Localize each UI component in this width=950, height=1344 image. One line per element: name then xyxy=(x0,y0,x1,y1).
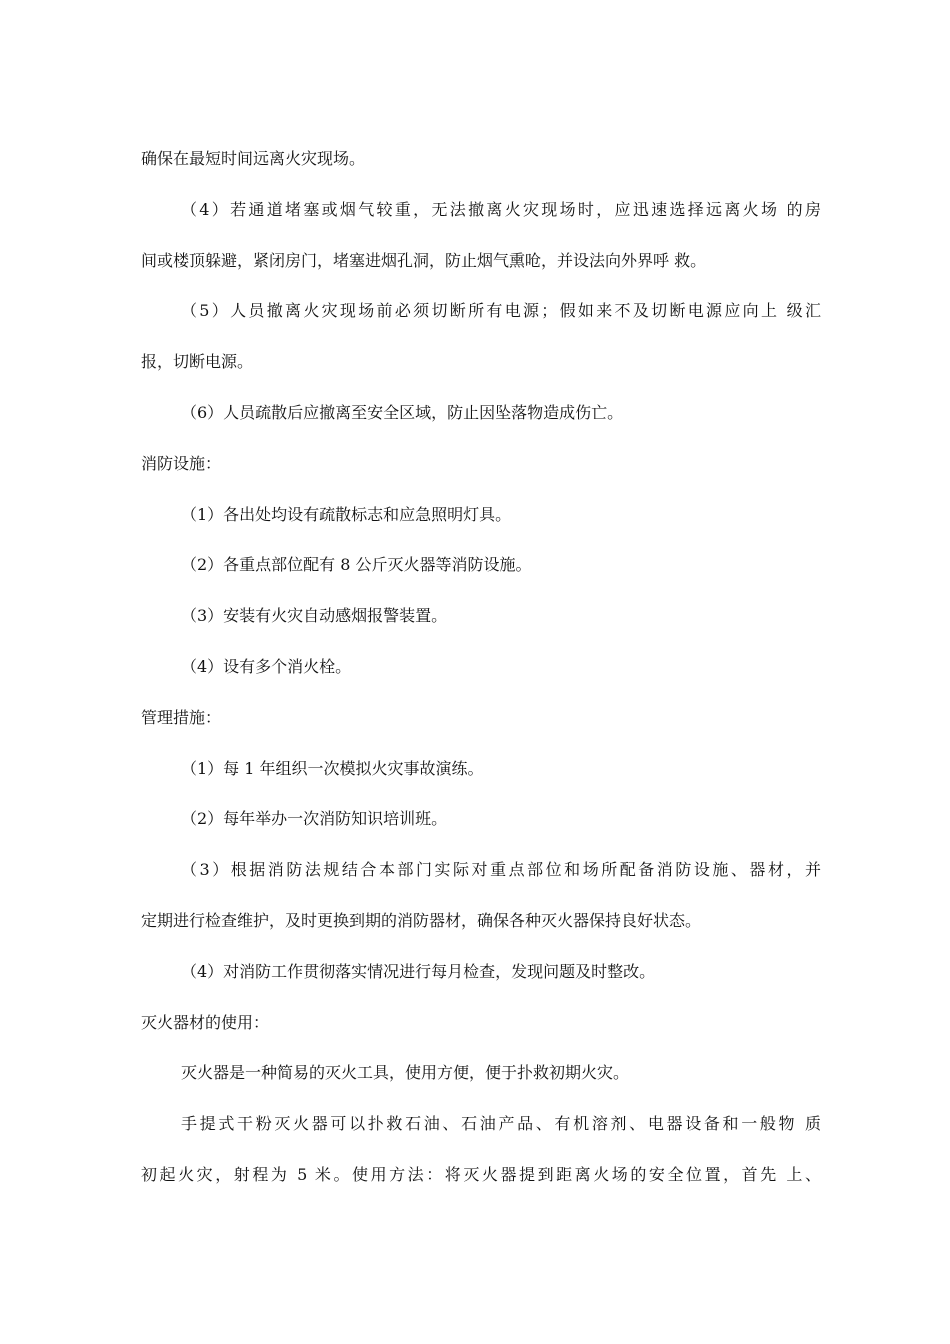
paragraph-line: （6）人员疏散后应撤离至安全区域，防止因坠落物造成伤亡。 xyxy=(181,402,624,422)
section-heading: 灭火器材的使用： xyxy=(141,1012,270,1032)
paragraph-line: 间或楼顶躲避，紧闭房门，堵塞进烟孔洞，防止烟气熏呛，并设法向外界呼 救。 xyxy=(141,250,707,270)
list-item: （4）设有多个消火栓。 xyxy=(181,656,352,676)
paragraph-line: 初起火灾，射程为 5 米。使用方法：将灭火器提到距离火场的安全位置，首先 上、 xyxy=(141,1164,821,1184)
document-body xyxy=(141,134,821,1201)
section-heading: 消防设施： xyxy=(141,453,222,473)
list-item: （2）每年举办一次消防知识培训班。 xyxy=(181,809,448,829)
list-item: （1）各出处均设有疏散标志和应急照明灯具。 xyxy=(181,504,512,524)
section-heading: 管理措施： xyxy=(141,707,222,727)
paragraph-line: 手提式干粉灭火器可以扑救石油、石油产品、有机溶剂、电器设备和一般物 质 xyxy=(181,1114,821,1134)
paragraph-line: 报，切断电源。 xyxy=(141,352,254,372)
paragraph-line: 定期进行检查维护，及时更换到期的消防器材，确保各种灭火器保持良好状态。 xyxy=(141,910,702,930)
list-item: （3）安装有火灾自动感烟报警装置。 xyxy=(181,606,448,626)
list-item: （4）对消防工作贯彻落实情况进行每月检查，发现问题及时整改。 xyxy=(181,961,656,981)
paragraph-line: 灭火器是一种简易的灭火工具，使用方便，便于扑救初期火灾。 xyxy=(181,1063,630,1083)
paragraph-line: 确保在最短时间远离火灾现场。 xyxy=(141,149,366,168)
paragraph-line: （4）若通道堵塞或烟气较重，无法撤离火灾现场时，应迅速选择远离火场 的房 xyxy=(181,199,821,219)
paragraph-line: （5）人员撤离火灾现场前必须切断所有电源；假如来不及切断电源应向上 级汇 xyxy=(181,301,821,321)
list-item: （1）每 1 年组织一次模拟火灾事故演练。 xyxy=(181,758,484,778)
list-item: （3）根据消防法规结合本部门实际对重点部位和场所配备消防设施、器材，并 xyxy=(181,860,821,880)
list-item: （2）各重点部位配有 8 公斤灭火器等消防设施。 xyxy=(181,555,532,575)
